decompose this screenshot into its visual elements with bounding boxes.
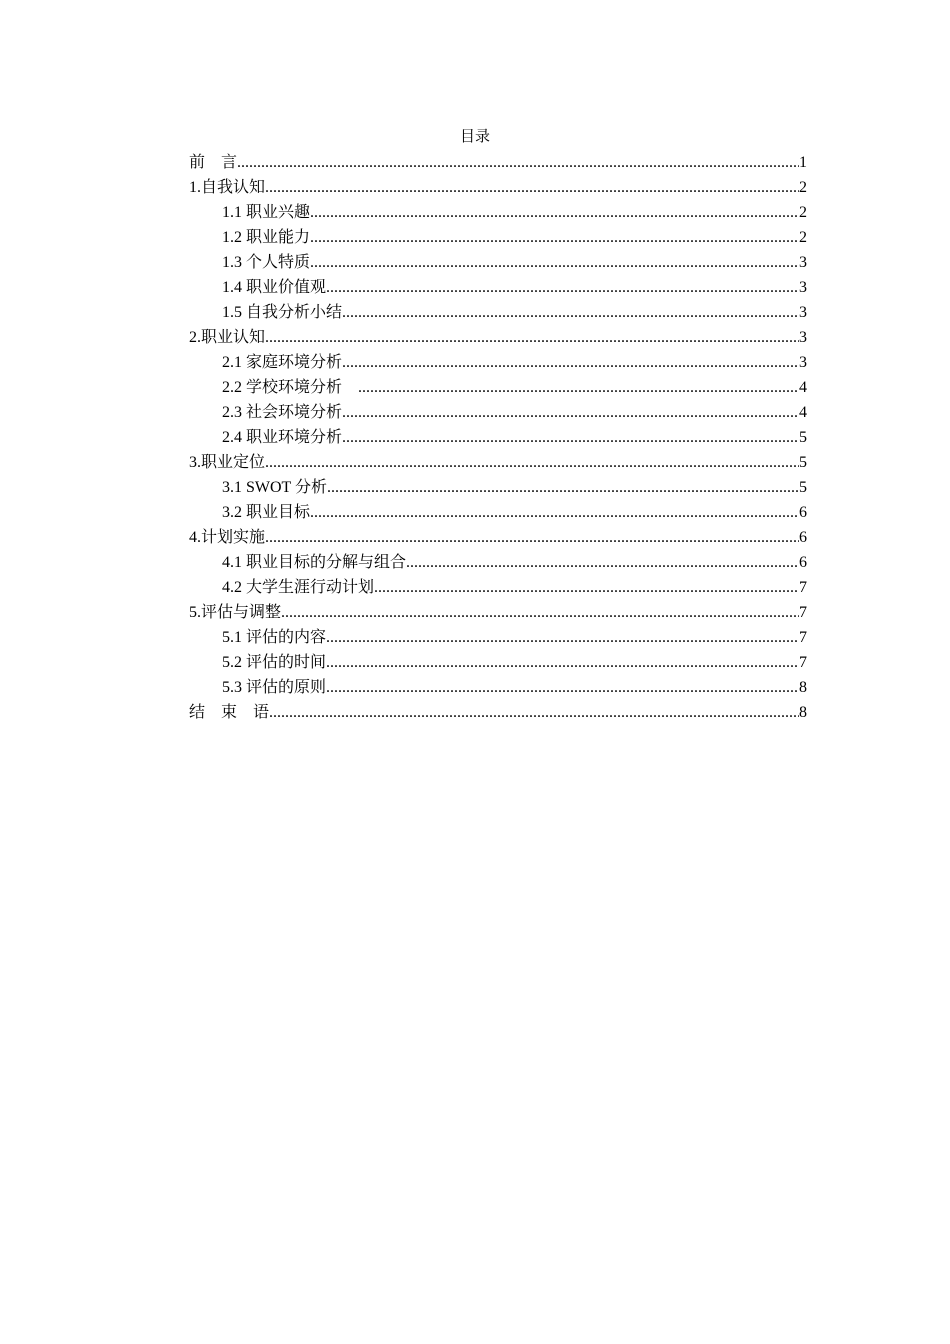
toc-dot-leader	[310, 200, 799, 225]
toc-entry-label: 4.计划实施	[189, 529, 266, 546]
toc-entry-page-number: 7	[799, 654, 807, 671]
toc-entry-page-number: 4	[799, 404, 807, 421]
toc-entry-label: 1.5 自我分析小结	[222, 304, 343, 321]
toc-dot-leader	[342, 425, 799, 450]
toc-entry-label: 结 束 语	[189, 704, 270, 721]
toc-entry-label: 前 言	[189, 154, 238, 171]
toc-entry-page-number: 1	[799, 154, 807, 171]
toc-entry-label: 2.职业认知	[189, 329, 266, 346]
toc-entry[interactable]	[189, 150, 807, 175]
toc-entry-page-number: 3	[799, 329, 807, 346]
toc-dot-leader	[237, 150, 799, 175]
toc-entry-label: 5.1 评估的内容	[222, 629, 327, 646]
toc-entry[interactable]	[189, 350, 807, 375]
toc-entry[interactable]	[189, 325, 807, 350]
toc-entry[interactable]	[189, 275, 807, 300]
toc-title: 目录	[459, 129, 490, 145]
toc-entry-page-number: 3	[799, 304, 807, 321]
toc-entry-label: 4.2 大学生涯行动计划	[222, 579, 375, 596]
toc-entry-page-number: 7	[799, 579, 807, 596]
toc-entry[interactable]	[189, 200, 807, 225]
toc-entry-label: 5.3 评估的原则	[222, 679, 327, 696]
toc-entry-page-number: 2	[799, 179, 807, 196]
toc-entry-page-number: 3	[799, 354, 807, 371]
toc-entry[interactable]	[189, 175, 807, 200]
toc-dot-leader	[342, 300, 799, 325]
table-of-contents	[189, 150, 807, 725]
toc-entry[interactable]	[189, 500, 807, 525]
toc-dot-leader	[326, 625, 799, 650]
toc-entry-page-number: 7	[799, 604, 807, 621]
toc-dot-leader	[310, 225, 799, 250]
toc-entry[interactable]	[189, 400, 807, 425]
toc-dot-leader	[310, 250, 799, 275]
toc-entry-label: 1.3 个人特质	[222, 254, 311, 271]
toc-entry-page-number: 2	[799, 204, 807, 221]
toc-entry[interactable]	[189, 525, 807, 550]
toc-entry-page-number: 8	[799, 704, 807, 721]
toc-dot-leader	[281, 600, 799, 625]
toc-dot-leader	[326, 275, 799, 300]
toc-entry[interactable]	[189, 700, 807, 725]
toc-entry-page-number: 6	[799, 529, 807, 546]
toc-entry-page-number: 3	[799, 254, 807, 271]
toc-dot-leader	[406, 550, 799, 575]
toc-dot-leader	[310, 500, 799, 525]
toc-entry[interactable]	[189, 575, 807, 600]
toc-entry-label: 1.4 职业价值观	[222, 279, 327, 296]
toc-entry-page-number: 3	[799, 279, 807, 296]
toc-entry-label: 4.1 职业目标的分解与组合	[222, 554, 407, 571]
toc-entry-label: 1.自我认知	[189, 179, 266, 196]
toc-dot-leader	[358, 375, 799, 400]
toc-dot-leader	[265, 175, 799, 200]
toc-dot-leader	[342, 400, 799, 425]
toc-entry[interactable]	[189, 625, 807, 650]
toc-dot-leader	[265, 450, 799, 475]
toc-entry[interactable]	[189, 675, 807, 700]
toc-entry-label: 2.4 职业环境分析	[222, 429, 343, 446]
toc-dot-leader	[342, 350, 799, 375]
toc-entry-label: 1.1 职业兴趣	[222, 204, 311, 221]
toc-entry[interactable]	[189, 250, 807, 275]
toc-entry[interactable]	[189, 375, 807, 400]
toc-entry[interactable]	[189, 450, 807, 475]
toc-entry[interactable]	[189, 300, 807, 325]
toc-entry[interactable]	[189, 475, 807, 500]
toc-entry-label: 1.2 职业能力	[222, 229, 311, 246]
toc-entry-page-number: 5	[799, 454, 807, 471]
toc-entry-label: 5.2 评估的时间	[222, 654, 327, 671]
toc-entry-label: 2.3 社会环境分析	[222, 404, 343, 421]
toc-entry-label: 3.1 SWOT 分析	[222, 479, 328, 496]
toc-entry-label: 3.2 职业目标	[222, 504, 311, 521]
toc-entry-label: 2.1 家庭环境分析	[222, 354, 343, 371]
toc-entry[interactable]	[189, 550, 807, 575]
toc-entry-page-number: 6	[799, 554, 807, 571]
toc-entry[interactable]	[189, 600, 807, 625]
toc-dot-leader	[265, 325, 799, 350]
toc-dot-leader	[327, 475, 799, 500]
toc-entry-page-number: 2	[799, 229, 807, 246]
toc-entry-label: 3.职业定位	[189, 454, 266, 471]
toc-entry-page-number: 5	[799, 479, 807, 496]
toc-entry[interactable]	[189, 425, 807, 450]
toc-dot-leader	[269, 700, 799, 725]
toc-dot-leader	[374, 575, 799, 600]
toc-entry[interactable]	[189, 225, 807, 250]
toc-entry-page-number: 4	[799, 379, 807, 396]
toc-dot-leader	[265, 525, 799, 550]
toc-entry-page-number: 7	[799, 629, 807, 646]
toc-entry-page-number: 6	[799, 504, 807, 521]
toc-dot-leader	[326, 650, 799, 675]
toc-entry-page-number: 5	[799, 429, 807, 446]
toc-entry-label: 5.评估与调整	[189, 604, 282, 621]
toc-entry-label: 2.2 学校环境分析	[222, 379, 359, 396]
toc-entry[interactable]	[189, 650, 807, 675]
toc-dot-leader	[326, 675, 799, 700]
toc-entry-page-number: 8	[799, 679, 807, 696]
